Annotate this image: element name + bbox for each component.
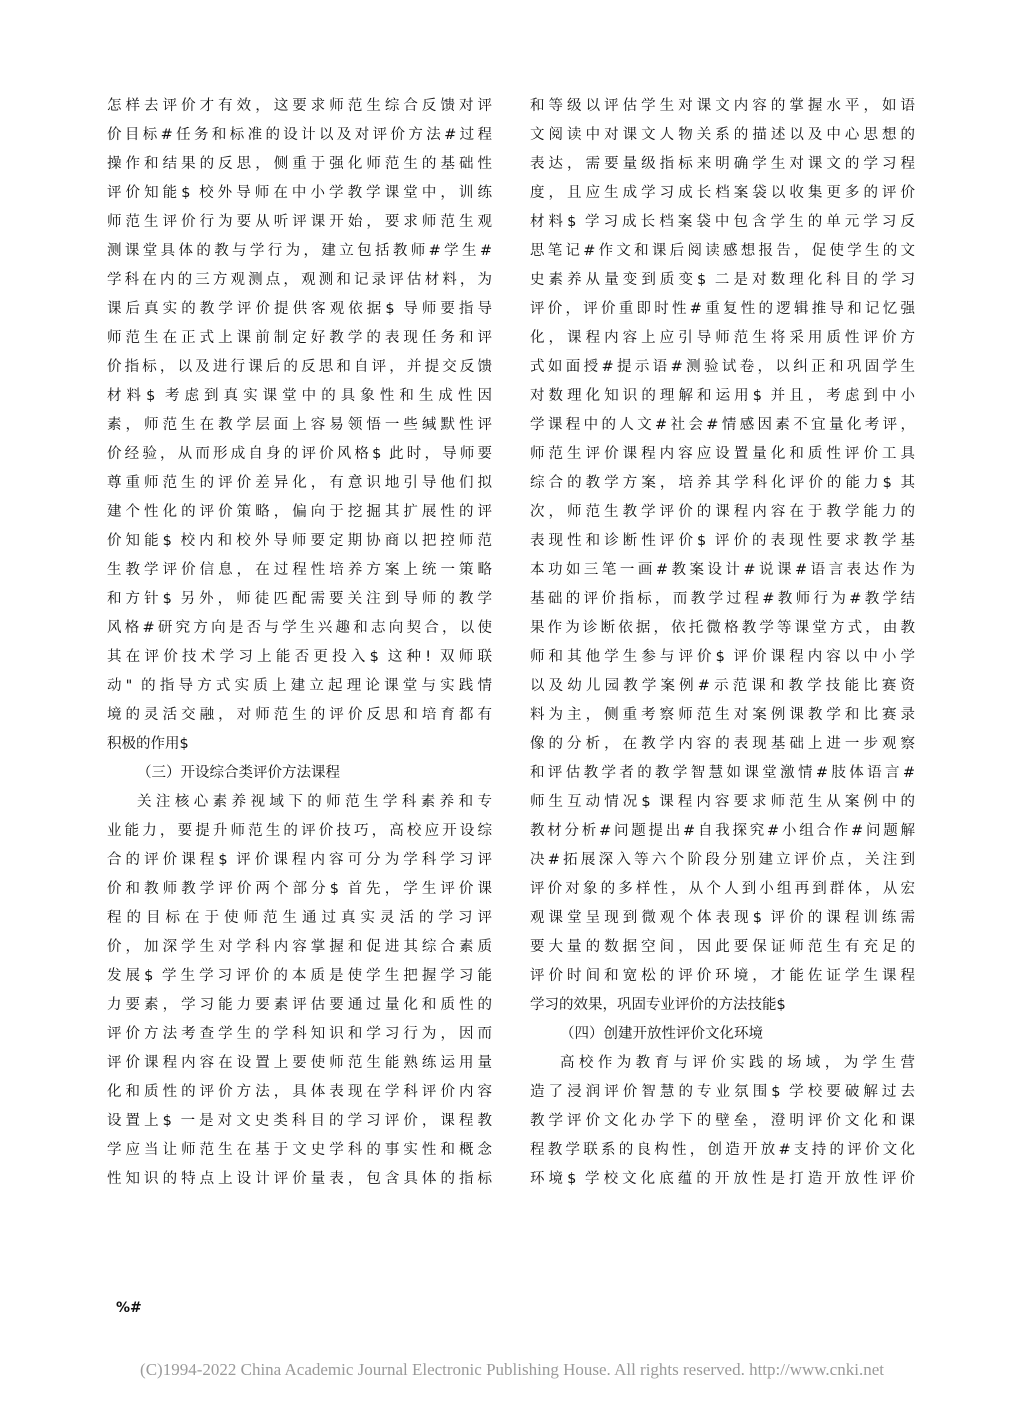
text-line: 价经验，从而形成自身的评价风格$ 此时，导师要 bbox=[107, 446, 492, 462]
text-line: 本功如三笔一画#教案设计#说课#语言表达作为 bbox=[530, 562, 915, 578]
text-line: 评价知能$ 校外导师在中小学教学课堂中，训练 bbox=[107, 185, 492, 201]
text-line: 程教学联系的良构性，创造开放#支持的评价文化 bbox=[530, 1142, 915, 1158]
text-line: 测课堂具体的教与学行为，建立包括教师#学生# bbox=[107, 243, 492, 259]
text-line: 其在评价技术学习上能否更投入$ 这种! 双师联 bbox=[107, 649, 492, 665]
text-line: 以及幼儿园教学案例#示范课和教学技能比赛资 bbox=[530, 678, 915, 694]
text-line: 教材分析#问题提出#自我探究#小组合作#问题解 bbox=[530, 823, 915, 839]
text-line: 业能力，要提升师范生的评价技巧，高校应开设综 bbox=[107, 823, 492, 839]
text-line: 课后真实的教学评价提供客观依据$ 导师要指导 bbox=[107, 301, 492, 317]
text-line: 性知识的特点上设计评价量表，包含具体的指标 bbox=[107, 1171, 492, 1187]
text-line: 次，师范生教学评价的课程内容在于教学能力的 bbox=[530, 504, 915, 520]
text-line: 动" 的指导方式实质上建立起理论课堂与实践情 bbox=[107, 678, 492, 694]
text-line: 式如面授#提示语#测验试卷，以纠正和巩固学生 bbox=[530, 359, 915, 375]
text-line: 学应当让师范生在基于文史学科的事实性和概念 bbox=[107, 1142, 492, 1158]
text-line: 师范生评价行为要从听评课开始，要求师范生观 bbox=[107, 214, 492, 230]
paragraph-end-line: 积极的作用$ bbox=[107, 736, 189, 752]
paragraph-end-line: 学习的效果，巩固专业评价的方法技能$ bbox=[530, 997, 786, 1013]
text-line: 合的评价课程$ 评价课程内容可分为学科学习评 bbox=[107, 852, 492, 868]
section-heading: （三）开设综合类评价方法课程 bbox=[137, 765, 340, 781]
text-line: 教学评价文化办学下的壁垒，澄明评价文化和课 bbox=[530, 1113, 915, 1129]
text-line: 程的目标在于使师范生通过真实灵活的学习评 bbox=[107, 910, 492, 926]
text-line: 文阅读中对课文人物关系的描述以及中心思想的 bbox=[530, 127, 915, 143]
text-line: 设置上$ 一是对文史类科目的学习评价，课程教 bbox=[107, 1113, 492, 1129]
text-line: 师和其他学生参与评价$ 评价课程内容以中小学 bbox=[530, 649, 915, 665]
text-line: 材料$ 学习成长档案袋中包含学生的单元学习反 bbox=[530, 214, 915, 230]
text-line: 观课堂呈现到微观个体表现$ 评价的课程训练需 bbox=[530, 910, 915, 926]
text-line: 建个性化的评价策略，偏向于挖掘其扩展性的评 bbox=[107, 504, 492, 520]
text-line: 价知能$ 校内和校外导师要定期协商以把控师范 bbox=[107, 533, 492, 549]
text-line: 度，且应生成学习成长档案袋以收集更多的评价 bbox=[530, 185, 915, 201]
text-line: 要大量的数据空间，因此要保证师范生有充足的 bbox=[530, 939, 915, 955]
text-line: 化和质性的评价方法，具体表现在学科评价内容 bbox=[107, 1084, 492, 1100]
text-line: 价，加深学生对学科内容掌握和促进其综合素质 bbox=[107, 939, 492, 955]
text-line: 评价，评价重即时性#重复性的逻辑推导和记忆强 bbox=[530, 301, 915, 317]
text-line: 和评估教学者的教学智慧如课堂激情#肢体语言# bbox=[530, 765, 915, 781]
copyright-footer: (C)1994-2022 China Academic Journal Electronic Publishing House. All rights reserved. http://www.cnki.net bbox=[140, 1360, 884, 1379]
text-line: 力要素，学习能力要素评估要通过量化和质性的 bbox=[107, 997, 492, 1013]
text-line: 价目标#任务和标准的设计以及对评价方法#过程 bbox=[107, 127, 492, 143]
text-line: 化，课程内容上应引导师范生将采用质性评价方 bbox=[530, 330, 915, 346]
text-line: 基础的评价指标，而教学过程#教师行为#教学结 bbox=[530, 591, 915, 607]
page-number: %# bbox=[116, 1300, 142, 1316]
paragraph-first-line: 关注核心素养视域下的师范生学科素养和专 bbox=[137, 794, 492, 810]
text-line: 造了浸润评价智慧的专业氛围$ 学校要破解过去 bbox=[530, 1084, 915, 1100]
text-line: 价指标，以及进行课后的反思和自评，并提交反馈 bbox=[107, 359, 492, 375]
text-line: 综合的教学方案，培养其学科化评价的能力$ 其 bbox=[530, 475, 915, 491]
text-line: 表现性和诊断性评价$ 评价的表现性要求教学基 bbox=[530, 533, 915, 549]
text-line: 境的灵活交融，对师范生的评价反思和培育都有 bbox=[107, 707, 492, 723]
text-line: 史素养从量变到质变$ 二是对数理化科目的学习 bbox=[530, 272, 915, 288]
text-line: 发展$ 学生学习评价的本质是使学生把握学习能 bbox=[107, 968, 492, 984]
text-line: 风格#研究方向是否与学生兴趣和志向契合，以使 bbox=[107, 620, 492, 636]
text-line: 果作为诊断依据，依托微格教学等课堂方式，由教 bbox=[530, 620, 915, 636]
text-line: 生教学评价信息，在过程性培养方案上统一策略 bbox=[107, 562, 492, 578]
section-heading: （四）创建开放性评价文化环境 bbox=[560, 1026, 763, 1042]
text-line: 和方针$ 另外，师徒匹配需要关注到导师的教学 bbox=[107, 591, 492, 607]
text-line: 素，师范生在教学层面上容易领悟一些缄默性评 bbox=[107, 417, 492, 433]
text-line: 对数理化知识的理解和运用$ 并且，考虑到中小 bbox=[530, 388, 915, 404]
text-line: 评价课程内容在设置上要使师范生能熟练运用量 bbox=[107, 1055, 492, 1071]
text-line: 师生互动情况$ 课程内容要求师范生从案例中的 bbox=[530, 794, 915, 810]
text-line: 价和教师教学评价两个部分$ 首先，学生评价课 bbox=[107, 881, 492, 897]
text-line: 思笔记#作文和课后阅读感想报告，促使学生的文 bbox=[530, 243, 915, 259]
text-line: 评价方法考查学生的学科知识和学习行为，因而 bbox=[107, 1026, 492, 1042]
text-line: 和等级以评估学生对课文内容的掌握水平，如语 bbox=[530, 98, 915, 114]
text-line: 材料$ 考虑到真实课堂中的具象性和生成性因 bbox=[107, 388, 492, 404]
left-text-column bbox=[107, 92, 492, 1194]
text-line: 评价时间和宽松的评价环境，才能佐证学生课程 bbox=[530, 968, 915, 984]
text-line: 评价对象的多样性，从个人到小组再到群体，从宏 bbox=[530, 881, 915, 897]
text-line: 环境$ 学校文化底蕴的开放性是打造开放性评价 bbox=[530, 1171, 915, 1187]
text-line: 怎样去评价才有效，这要求师范生综合反馈对评 bbox=[107, 98, 492, 114]
text-line: 料为主，侧重考察师范生对案例课教学和比赛录 bbox=[530, 707, 915, 723]
text-line: 师范生评价课程内容应设置量化和质性评价工具 bbox=[530, 446, 915, 462]
text-line: 师范生在正式上课前制定好教学的表现任务和评 bbox=[107, 330, 492, 346]
text-line: 尊重师范生的评价差异化，有意识地引导他们拟 bbox=[107, 475, 492, 491]
text-line: 操作和结果的反思，侧重于强化师范生的基础性 bbox=[107, 156, 492, 172]
text-line: 决#拓展深入等六个阶段分别建立评价点，关注到 bbox=[530, 852, 915, 868]
paragraph-first-line: 高校作为教育与评价实践的场域，为学生营 bbox=[560, 1055, 915, 1071]
text-line: 学科在内的三方观测点，观测和记录评估材料，为 bbox=[107, 272, 492, 288]
text-line: 像的分析，在教学内容的表现基础上进一步观察 bbox=[530, 736, 915, 752]
text-line: 学课程中的人文#社会#情感因素不宜量化考评， bbox=[530, 417, 915, 433]
text-line: 表达，需要量级指标来明确学生对课文的学习程 bbox=[530, 156, 915, 172]
right-text-column bbox=[530, 92, 915, 1194]
